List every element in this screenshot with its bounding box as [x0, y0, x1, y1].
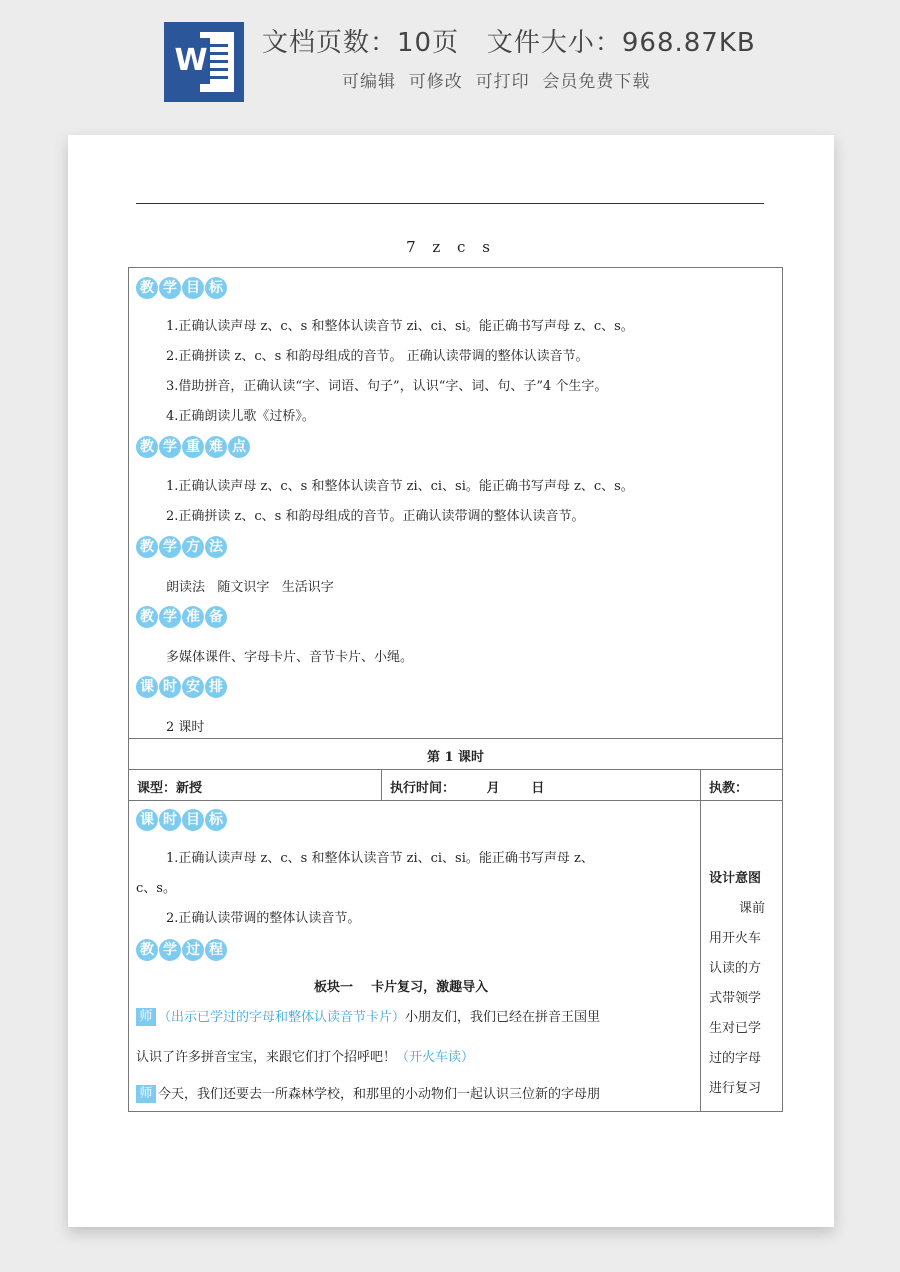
- text-line: 2 课时: [166, 720, 205, 735]
- text-line: c、s。: [136, 881, 176, 896]
- section-heading-methods: 教 学 方 法: [136, 536, 227, 558]
- divider: [700, 769, 701, 801]
- section-heading-process: 教 学 过 程: [136, 939, 227, 961]
- dialogue-text: 今天，我们还要去一所森林学校，和那里的小动物们一起认识三位新的字母朋: [158, 1087, 601, 1102]
- text-line: 1.正确认读声母 z、c、s 和整体认读音节 zi、ci、si。能正确书写声母 z、: [166, 851, 594, 866]
- block-title: 板块一 卡片复习，激趣导入: [314, 980, 489, 995]
- document-page: [68, 135, 834, 1227]
- document-title: 7 z c s: [406, 238, 496, 256]
- overview-box: [128, 267, 783, 739]
- text-line: 1.正确认读声母 z、c、s 和整体认读音节 zi、ci、si。能正确书写声母 z、c、s。: [166, 479, 634, 494]
- section-heading-lesson-goals: 课 时 目 标: [136, 809, 227, 831]
- document-features: 可编辑 可修改 可打印 会员免费下载: [342, 72, 651, 92]
- dialogue-paragraph: [136, 1006, 600, 1026]
- text-line: 多媒体课件、字母卡片、音节卡片、小绳。: [166, 650, 414, 665]
- design-intent-line: 过的字母: [709, 1051, 762, 1066]
- lesson-title: 第 1 课时: [426, 750, 485, 765]
- teacher-mark: 师: [136, 1085, 156, 1103]
- section-heading-schedule: 课 时 安 排: [136, 676, 227, 698]
- stage-direction: （出示已学过的字母和整体认读音节卡片）: [158, 1010, 406, 1025]
- stage-direction: （开火车读）: [396, 1050, 475, 1065]
- text-line: 朗读法 随文识字 生活识字: [166, 580, 334, 595]
- text-line: 3.借助拼音，正确认读“字、词语、句子”，认识“字、词、句、子”4 个生字。: [166, 379, 608, 394]
- text-line: 1.正确认读声母 z、c、s 和整体认读音节 zi、ci、si。能正确书写声母 z、c、s。: [166, 319, 634, 334]
- dialogue-text: 小朋友们，我们已经在拼音王国里: [405, 1010, 601, 1025]
- section-heading-teaching-goals: 教 学 目 标: [136, 277, 227, 299]
- design-intent-line: 进行复习: [709, 1081, 762, 1096]
- word-file-icon: W: [164, 22, 244, 102]
- section-heading-key-points: 教 学 重 难 点: [136, 436, 250, 458]
- design-intent-line: 式带领学: [709, 991, 762, 1006]
- teacher-mark: 师: [136, 1008, 156, 1026]
- design-intent-line: 认读的方: [709, 961, 762, 976]
- download-banner: [0, 0, 900, 118]
- teacher-field: 执教：: [709, 781, 749, 796]
- document-info: 文档页数：10页 文件大小：968.87KB: [262, 28, 756, 58]
- lesson-type: 课型：新授: [137, 781, 203, 796]
- design-intent-heading: 设计意图: [709, 871, 762, 886]
- divider: [700, 800, 701, 1112]
- execution-time: 执行时间： 月 日: [390, 781, 545, 796]
- text-line: 2.正确拼读 z、c、s 和韵母组成的音节。 正确认读带调的整体认读音节。: [166, 349, 589, 364]
- header-rule: [136, 203, 764, 204]
- design-intent-line: 用开火车: [709, 931, 762, 946]
- design-intent-line: 生对已学: [709, 1021, 762, 1036]
- divider: [381, 769, 382, 801]
- text-line: 2.正确认读带调的整体认读音节。: [166, 911, 361, 926]
- text-line: 4.正确朗读儿歌《过桥》。: [166, 409, 315, 424]
- dialogue-paragraph: [136, 1046, 474, 1065]
- section-heading-preparation: 教 学 准 备: [136, 606, 227, 628]
- text-line: 2.正确拼读 z、c、s 和韵母组成的音节。正确认读带调的整体认读音节。: [166, 509, 585, 524]
- design-intent-line: 课前: [739, 901, 766, 916]
- dialogue-paragraph: [136, 1083, 600, 1103]
- dialogue-text: 认识了许多拼音宝宝，来跟它们打个招呼吧！: [136, 1050, 397, 1065]
